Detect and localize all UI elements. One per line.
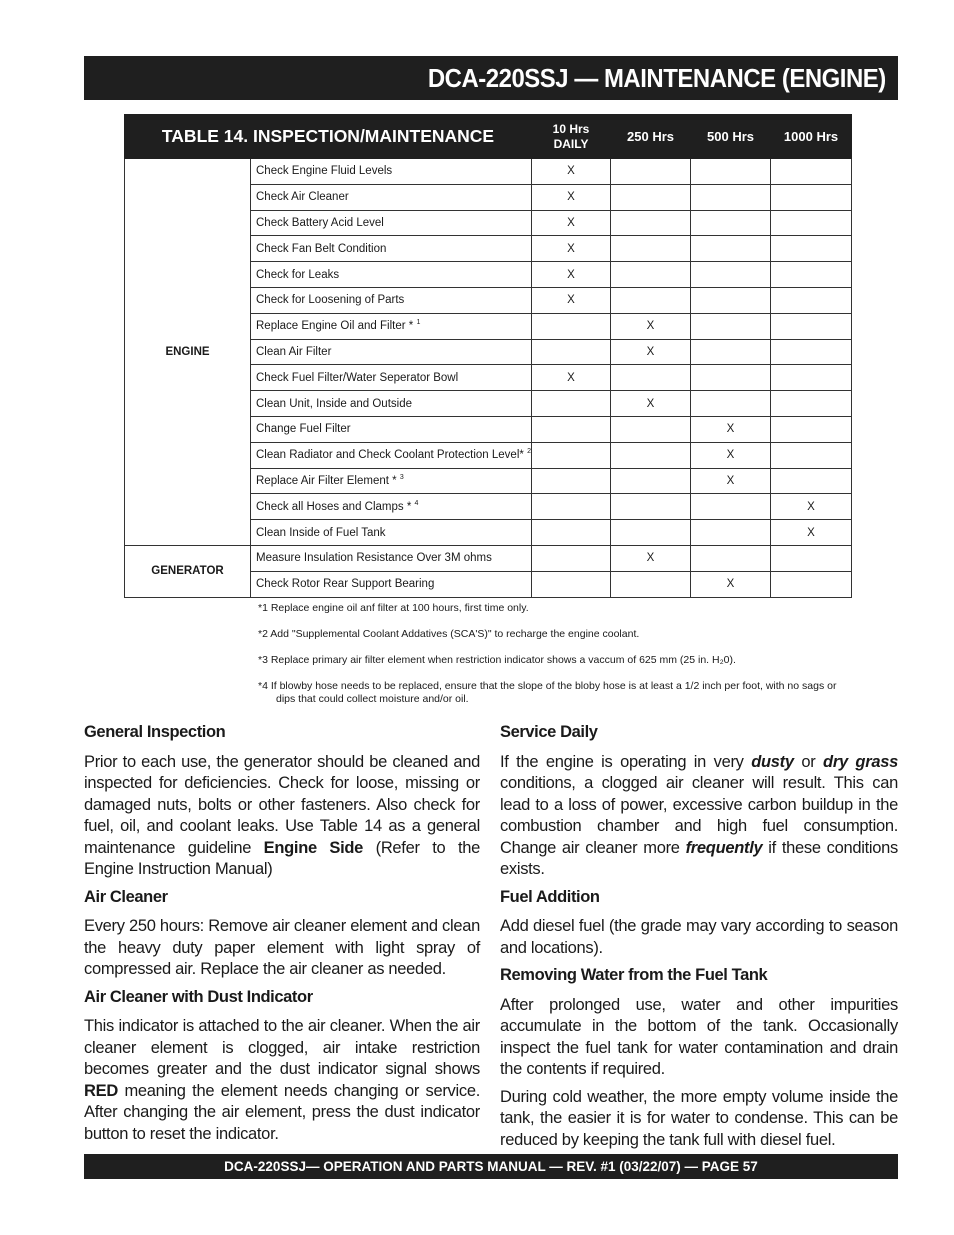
interval-mark-h250: X [611, 545, 691, 571]
interval-mark-h1000 [771, 287, 852, 313]
footnote-4: *4 If blowby hose needs to be replaced, ensure that the slope of the bloby hose is at least a 1/2 inch per foot, with no sags or dips that could collect moisture and/or oil. [258, 680, 837, 705]
col-header-10hrs-line1: 10 Hrs [552, 121, 590, 136]
interval-mark-h250 [611, 520, 691, 546]
interval-mark-h1000 [771, 339, 852, 365]
task-label: Check Air Cleaner [256, 191, 349, 204]
task-label: Check Rotor Rear Support Bearing [256, 578, 435, 591]
fuel-addition-heading: Fuel Addition [500, 887, 600, 906]
interval-mark-h10: X [532, 287, 611, 313]
interval-mark-h10 [532, 545, 611, 571]
dust-indicator-text-1: This indicator is attached to the air cleaner. When the air cleaner element is clogged, air intake restriction becomes greater and the dust indicator signal shows [84, 1017, 480, 1078]
task-cell [251, 210, 532, 236]
task-label: Check Fuel Filter/Water Seperator Bowl [256, 371, 459, 384]
interval-mark-h250 [611, 468, 691, 494]
removing-water-text-2: During cold weather, the more empty volume inside the tank, the easier it is for water to condense. This can be reduced by keeping the tank full with diesel fuel. [500, 1087, 898, 1149]
footer-text: DCA-220SSJ— OPERATION AND PARTS MANUAL — REV. #1 (03/22/07) — PAGE 57 [224, 1159, 758, 1174]
col-header-10hrs [532, 115, 611, 159]
task-label: Clean Air Filter [256, 345, 332, 358]
removing-water-heading: Removing Water from the Fuel Tank [500, 966, 768, 984]
group-engine: ENGINE [125, 159, 251, 546]
task-cell [251, 545, 532, 571]
interval-mark-h10 [532, 339, 611, 365]
footnote-3: *3 Replace primary air filter element when restriction indicator shows a vaccum of 625 mm (25 in. H₂0). [258, 654, 736, 666]
footnote-1: *1 Replace engine oil anf filter at 100 hours, first time only. [258, 602, 529, 614]
interval-mark-h10 [532, 494, 611, 520]
interval-mark-h1000 [771, 159, 852, 185]
interval-mark-h500: X [691, 468, 771, 494]
dry-grass-emphasis: dry grass [823, 752, 898, 771]
frequently-emphasis: frequently [685, 838, 763, 857]
task-label: Check for Leaks [256, 268, 340, 281]
interval-mark-h1000 [771, 365, 852, 391]
general-inspection-text-2: (Refer to the Engine Instruction Manual) [84, 838, 480, 878]
service-daily-text-3: if these conditions exists. [500, 838, 898, 878]
interval-mark-h500 [691, 262, 771, 288]
interval-mark-h250 [611, 365, 691, 391]
interval-mark-h250 [611, 571, 691, 597]
task-label: Clean Inside of Fuel Tank [256, 526, 386, 539]
task-label: Replace Air Filter Element * [256, 474, 397, 487]
interval-mark-h10 [532, 391, 611, 417]
air-cleaner-text: Every 250 hours: Remove air cleaner element and clean the heavy duty paper element with light spray of compressed air. Replace the air cleaner as needed. [84, 917, 480, 978]
removing-water-text-1: After prolonged use, water and other impurities accumulate in the bottom of the tank. Occasionally inspect the fuel tank for water contamination and drain the contents if required. [500, 995, 898, 1078]
interval-mark-h10: X [532, 262, 611, 288]
task-cell [251, 416, 532, 442]
task-label: Clean Radiator and Check Coolant Protection Level* [256, 449, 524, 462]
interval-mark-h500 [691, 184, 771, 210]
task-label: Check Engine Fluid Levels [256, 165, 393, 178]
interval-mark-h500 [691, 236, 771, 262]
dust-indicator-text-2: meaning the element needs changing or service. After changing the air element, press the dust indicator button to reset the indicator. [84, 1081, 480, 1143]
interval-mark-h500 [691, 391, 771, 417]
interval-mark-h1000 [771, 184, 852, 210]
interval-mark-h500 [691, 159, 771, 185]
table-row [125, 545, 852, 571]
interval-mark-h250 [611, 210, 691, 236]
footnote-ref: 3 [399, 474, 404, 482]
interval-mark-h1000: X [771, 494, 852, 520]
table-row [125, 159, 852, 185]
task-label: Check all Hoses and Clamps * [256, 500, 412, 513]
interval-mark-h250: X [611, 339, 691, 365]
interval-mark-h10 [532, 442, 611, 468]
interval-mark-h1000 [771, 262, 852, 288]
task-cell [251, 391, 532, 417]
interval-mark-h250 [611, 494, 691, 520]
service-daily-text-1: If the engine is operating in very [500, 752, 744, 771]
task-cell [251, 159, 532, 185]
page-title-bar [84, 56, 898, 100]
interval-mark-h250 [611, 442, 691, 468]
general-inspection-text [84, 752, 480, 881]
interval-mark-h10 [532, 313, 611, 339]
task-cell [251, 262, 532, 288]
task-cell [251, 236, 532, 262]
footnote-2: *2 Add "Supplemental Coolant Addatives (SCA'S)" to recharge the engine coolant. [258, 628, 640, 640]
interval-mark-h500 [691, 210, 771, 236]
task-cell [251, 184, 532, 210]
task-cell [251, 442, 532, 468]
col-header-1000hrs: 1000 Hrs [771, 115, 852, 159]
col-header-10hrs-line2: DAILY [553, 136, 589, 151]
footnote-ref: 2 [527, 448, 531, 456]
interval-mark-h1000 [771, 571, 852, 597]
dusty-emphasis: dusty [751, 752, 794, 771]
page-footer [84, 1154, 898, 1179]
interval-mark-h1000 [771, 210, 852, 236]
right-column [500, 722, 898, 1157]
service-daily-or: or [801, 752, 816, 771]
interval-mark-h500 [691, 520, 771, 546]
task-label: Check Battery Acid Level [256, 216, 384, 229]
interval-mark-h1000 [771, 236, 852, 262]
task-cell [251, 339, 532, 365]
task-label: Clean Unit, Inside and Outside [256, 397, 412, 410]
interval-mark-h10 [532, 520, 611, 546]
interval-mark-h10: X [532, 365, 611, 391]
task-label: Check Fan Belt Condition [256, 242, 387, 255]
interval-mark-h10: X [532, 184, 611, 210]
air-cleaner-heading: Air Cleaner [84, 887, 168, 906]
task-cell [251, 468, 532, 494]
task-cell [251, 365, 532, 391]
interval-mark-h250 [611, 236, 691, 262]
task-cell [251, 571, 532, 597]
task-label: Measure Insulation Resistance Over 3M ohms [256, 552, 492, 565]
task-cell [251, 287, 532, 313]
task-label: Check for Loosening of Parts [256, 294, 405, 307]
interval-mark-h500 [691, 545, 771, 571]
dust-indicator-text [84, 1016, 480, 1145]
table-footnotes [258, 602, 848, 719]
inspection-maintenance-table [124, 114, 852, 598]
interval-mark-h250: X [611, 391, 691, 417]
interval-mark-h500 [691, 494, 771, 520]
general-inspection-text-1: Prior to each use, the generator should be cleaned and inspected for deficiencies. Check for loose, missing or damaged nuts, bolts or other fasteners. Also check for fuel, oil, and coolant leaks. Use Table 14 as a general maintenance guideline [84, 752, 480, 857]
interval-mark-h10 [532, 468, 611, 494]
interval-mark-h1000 [771, 313, 852, 339]
interval-mark-h10 [532, 416, 611, 442]
interval-mark-h1000 [771, 391, 852, 417]
task-cell [251, 313, 532, 339]
interval-mark-h10: X [532, 236, 611, 262]
red-bold: RED [84, 1081, 118, 1100]
task-cell [251, 520, 532, 546]
interval-mark-h250 [611, 262, 691, 288]
general-inspection-heading: General Inspection [84, 723, 226, 741]
col-header-250hrs: 250 Hrs [611, 115, 691, 159]
interval-mark-h1000 [771, 442, 852, 468]
task-cell [251, 494, 532, 520]
interval-mark-h250 [611, 184, 691, 210]
interval-mark-h1000 [771, 416, 852, 442]
interval-mark-h500: X [691, 571, 771, 597]
left-column [84, 722, 480, 1151]
footnote-ref: 4 [414, 499, 419, 507]
fuel-addition-text: Add diesel fuel (the grade may vary according to season and locations). [500, 917, 898, 957]
interval-mark-h250 [611, 159, 691, 185]
col-header-500hrs: 500 Hrs [691, 115, 771, 159]
interval-mark-h1000 [771, 468, 852, 494]
interval-mark-h1000: X [771, 520, 852, 546]
engine-side-bold: Engine Side [263, 838, 364, 857]
dust-indicator-heading: Air Cleaner with Dust Indicator [84, 987, 313, 1006]
interval-mark-h10: X [532, 210, 611, 236]
interval-mark-h500: X [691, 416, 771, 442]
table-header-row [125, 115, 852, 159]
table-title: TABLE 14. INSPECTION/MAINTENANCE [125, 115, 532, 159]
service-daily-heading: Service Daily [500, 723, 598, 741]
group-generator: GENERATOR [125, 545, 251, 597]
interval-mark-h10 [532, 571, 611, 597]
service-daily-text [500, 752, 898, 881]
interval-mark-h250 [611, 416, 691, 442]
footnote-ref: 1 [416, 319, 421, 327]
task-label: Change Fuel Filter [256, 423, 351, 436]
task-label: Replace Engine Oil and Filter * [256, 320, 414, 333]
interval-mark-h500: X [691, 442, 771, 468]
service-daily-text-2: conditions, a clogged air cleaner will result. This can lead to a loss of power, excessive carbon buildup in the combustion chamber and high fuel consumption. Change air cleaner more [500, 774, 898, 857]
interval-mark-h250 [611, 287, 691, 313]
interval-mark-h500 [691, 287, 771, 313]
interval-mark-h500 [691, 365, 771, 391]
interval-mark-h500 [691, 339, 771, 365]
interval-mark-h10: X [532, 159, 611, 185]
page-title: DCA-220SSJ — MAINTENANCE (ENGINE) [428, 62, 886, 93]
interval-mark-h250: X [611, 313, 691, 339]
interval-mark-h1000 [771, 545, 852, 571]
interval-mark-h500 [691, 313, 771, 339]
